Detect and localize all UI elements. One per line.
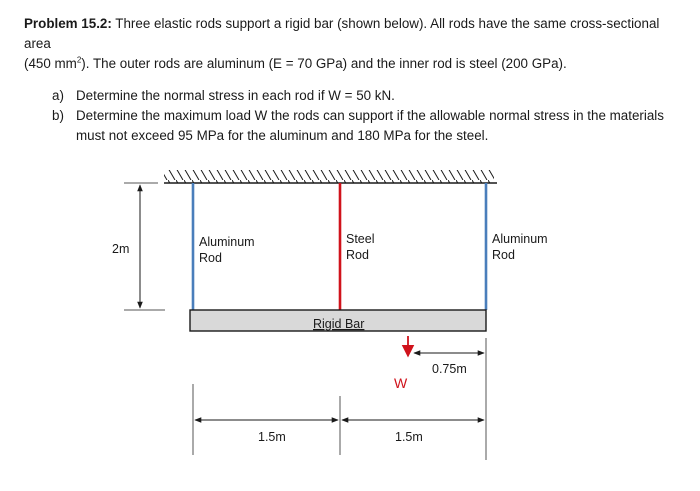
left-rod-label-line-1: Aluminum: [199, 235, 255, 249]
span-left-label: 1.5m: [258, 430, 286, 444]
left-rod-label-line-2: Rod: [199, 251, 222, 265]
right-rod-label-line-2: Rod: [492, 248, 515, 262]
area-unit-exponent: 2: [76, 55, 82, 65]
load-offset-label: 0.75m: [432, 362, 467, 376]
part-a-text: Determine the normal stress in each rod if W = 50 kN.: [76, 88, 395, 103]
rigid-bar-label: Rigid Bar: [313, 317, 365, 331]
left-rod-label: [199, 235, 258, 265]
middle-rod-label-line-2: Rod: [346, 248, 369, 262]
part-a-marker: a): [52, 88, 64, 103]
statement-line-2-post: ). The outer rods are aluminum (E = 70 GPa) and the inner rod is steel (200 GPa).: [81, 56, 567, 71]
middle-rod-label-line-1: Steel: [346, 232, 375, 246]
ceiling-hatching: [164, 170, 494, 183]
problem-label: Problem 15.2:: [24, 16, 112, 31]
statement-line-2-pre: (450 mm: [24, 56, 77, 71]
height-label: 2m: [112, 242, 130, 256]
right-rod-label: [492, 232, 551, 262]
part-b-marker: b): [52, 108, 64, 123]
statement-line-1: Three elastic rods support a rigid bar (shown below). All rods have the same cross-sectional area: [24, 16, 660, 51]
right-rod-label-line-1: Aluminum: [492, 232, 548, 246]
load-label: W: [394, 375, 408, 391]
middle-rod-label: [346, 232, 378, 262]
span-right-label: 1.5m: [395, 430, 423, 444]
part-b-text: Determine the maximum load W the rods can support if the allowable normal stress in the materials must not exceed 95 MPa for the aluminum and 180 MPa for the steel.: [76, 108, 664, 143]
